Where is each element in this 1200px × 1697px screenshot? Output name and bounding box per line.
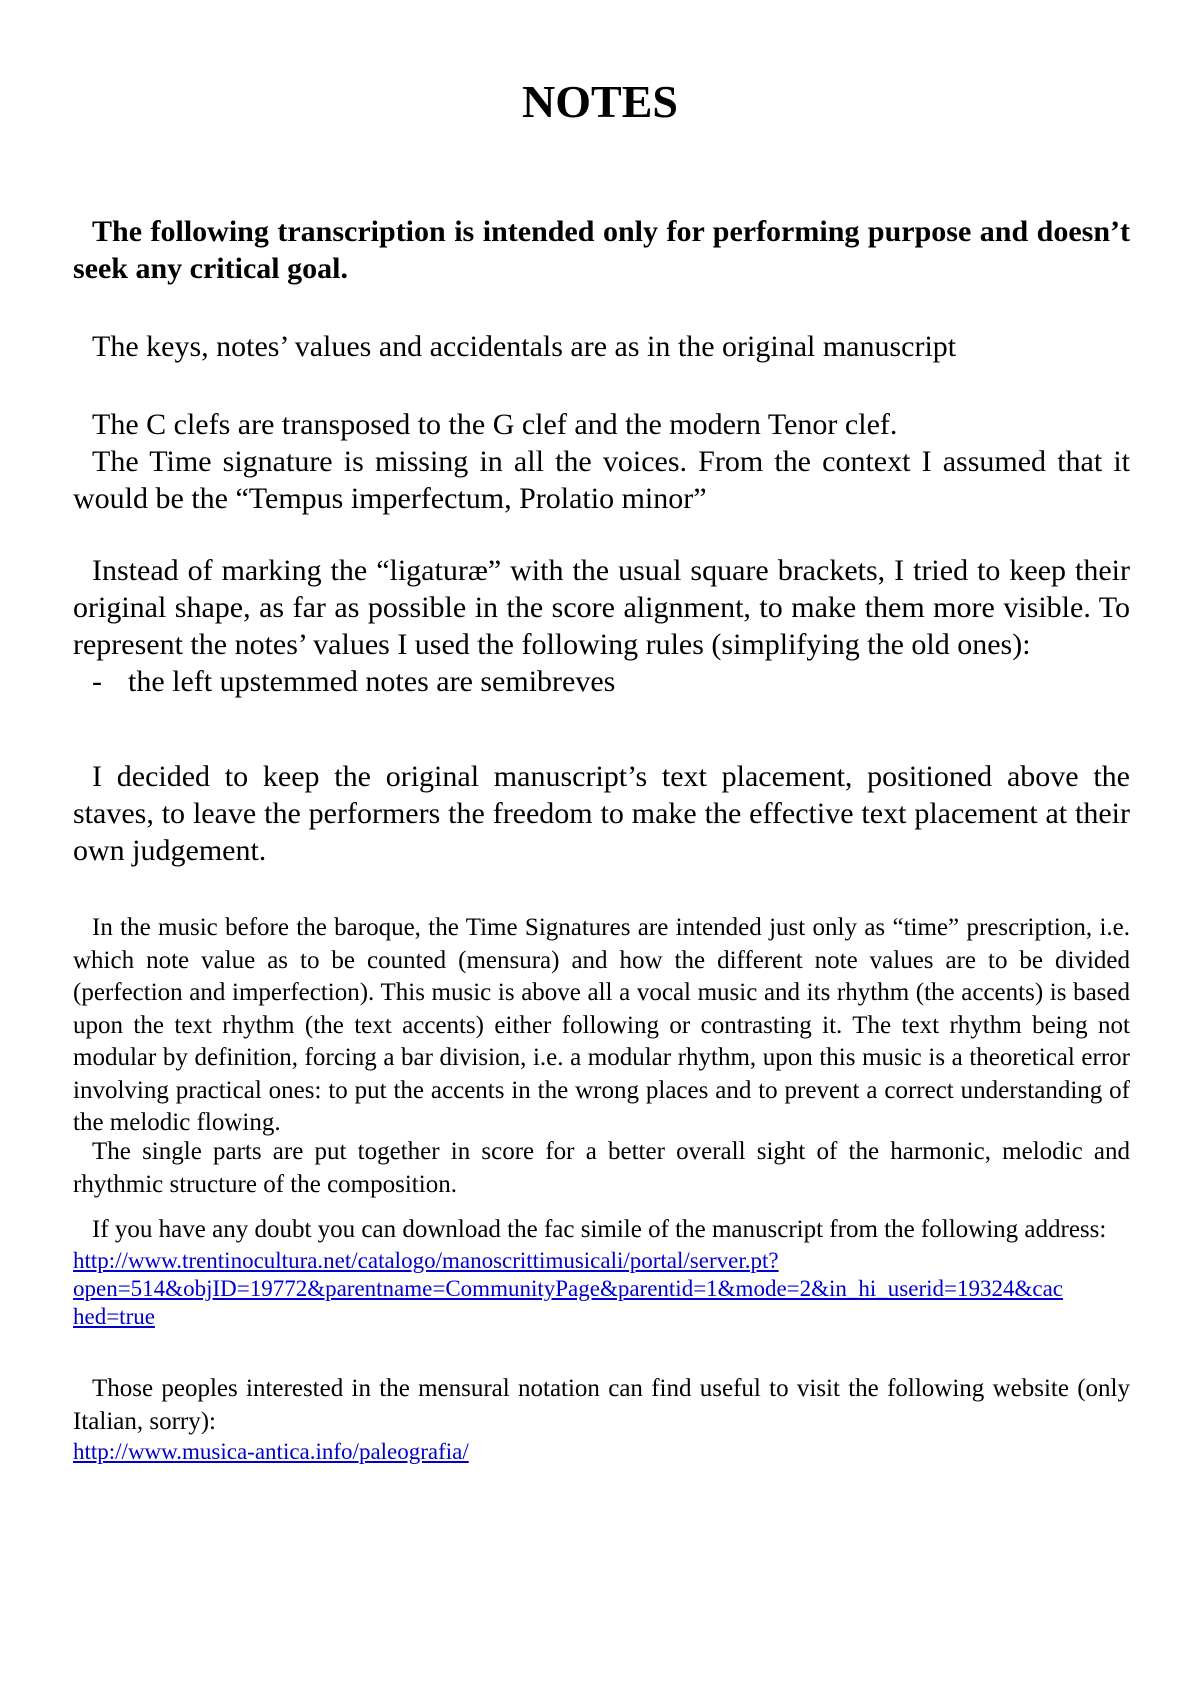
clefs-paragraph — [73, 406, 1130, 517]
score-paragraph: The single parts are put together in score for a better overall sight of the harmonic, melodic and rhythmic structure of the composition. — [73, 1138, 1130, 1198]
facsimile-url-line-2: open=514&objID=19772&parentname=CommunityPage&parentid=1&mode=2&in_hi_userid=19324&cac — [73, 1275, 1063, 1301]
facsimile-url-line-3: hed=true — [73, 1303, 155, 1329]
intro-paragraph: The following transcription is intended only for performing purpose and doesn’t seek any critical goal. — [73, 215, 1130, 285]
mensural-link[interactable]: http://www.musica-antica.info/paleografia/ — [73, 1439, 469, 1464]
mensural-text: Those peoples interested in the mensural notation can find useful to visit the following website (only Italian, sorry): — [73, 1375, 1130, 1435]
rule-text: the left upstemmed notes are semibreves — [128, 665, 616, 698]
clefs-line: The C clefs are transposed to the G clef and the modern Tenor clef. — [92, 408, 898, 441]
ligatures-paragraph — [73, 552, 1130, 700]
time-signature-line: The Time signature is missing in all the voices. From the context I assumed that it would be the “Tempus imperfectum, Prolatio minor” — [73, 445, 1130, 515]
facsimile-paragraph — [73, 1214, 1130, 1331]
keys-paragraph: The keys, notes’ values and accidentals are as in the original manuscript — [92, 330, 957, 363]
rule-list-item — [73, 663, 1130, 700]
facsimile-url-line-1: http://www.trentinocultura.net/catalogo/manoscrittimusicali/portal/server.pt? — [73, 1247, 779, 1273]
time-signatures-paragraph: In the music before the baroque, the Time Signatures are intended just only as “time” prescription, i.e. which note value as to be counted (mensura) and how the different note values are to be divided (perfection and imperfection). This music is above all a vocal music and its rhythm (the accents) is based upon the text rhythm (the text accents) either following or contrasting it. The text rhythm being not modular by definition, forcing a bar division, i.e. a modular rhythm, upon this music is a theoretical error involving practical ones: to put the accents in the wrong places and to prevent a correct understanding of the melodic flowing. — [73, 914, 1130, 1136]
facsimile-link[interactable] — [73, 1247, 1130, 1331]
list-dash: - — [92, 665, 102, 698]
mensural-paragraph — [73, 1373, 1130, 1466]
ligatures-text: Instead of marking the “ligaturæ” with the usual square brackets, I tried to keep their original shape, as far as possible in the score alignment, to make them more visible. To represent the notes’ values I used the following rules (simplifying the old ones): — [73, 554, 1130, 661]
page-title: NOTES — [522, 76, 678, 127]
facsimile-text: If you have any doubt you can download the fac simile of the manuscript from the following address: — [92, 1216, 1107, 1243]
text-placement-paragraph: I decided to keep the original manuscript’s text placement, positioned above the staves, to leave the performers the freedom to make the effective text placement at their own judgement. — [73, 760, 1130, 867]
